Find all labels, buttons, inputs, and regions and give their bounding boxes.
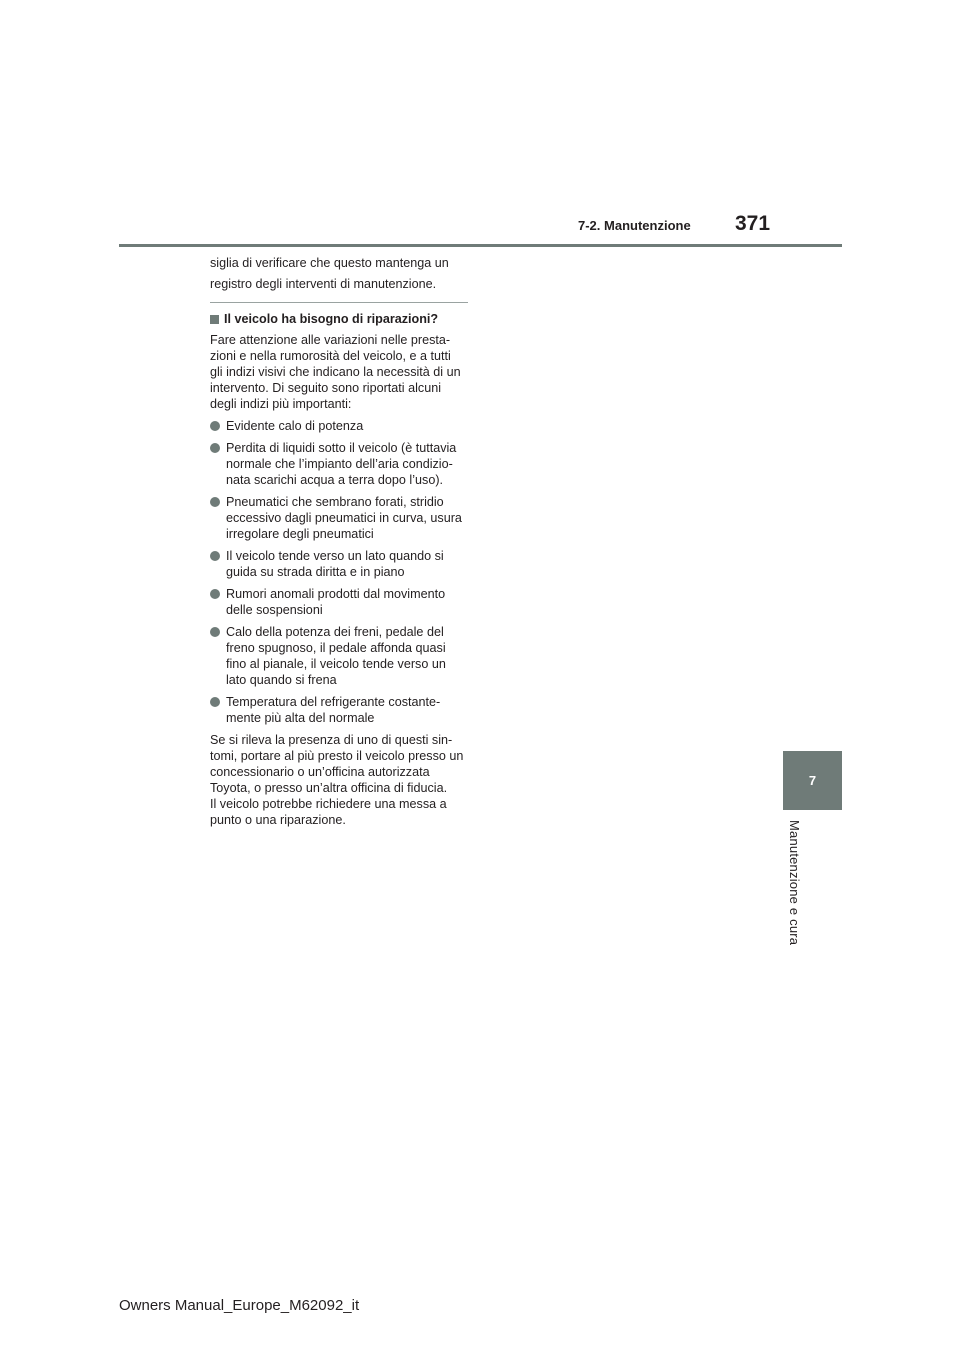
text-line: Fare attenzione alle variazioni nelle presta- [210,333,451,347]
circle-bullet-icon [210,443,220,453]
page-number: 371 [735,212,771,235]
circle-bullet-icon [210,497,220,507]
header-rule [119,244,842,247]
text-line: eccessivo dagli pneumatici in curva, usura [226,511,462,525]
text-line: nata scarichi acqua a terra dopo l’uso). [226,473,444,487]
subheading-text: Il veicolo ha bisogno di riparazioni? [224,312,439,326]
text-line: delle sospensioni [226,603,323,617]
text-line: Temperatura del refrigerante costante- [226,695,441,709]
text-line: concessionario o un’officina autorizzata [210,765,430,779]
intro-line: siglia di verificare che questo mantenga un [210,256,449,270]
text-line: mente più alta del normale [226,711,375,725]
list-item [210,694,470,726]
chapter-number: 7 [808,773,817,788]
chapter-title: Manutenzione e cura [787,820,802,946]
text-line: freno spugnoso, il pedale affonda quasi [226,641,446,655]
list-item [210,548,470,580]
circle-bullet-icon [210,551,220,561]
list-item [210,586,470,618]
text-line: Pneumatici che sembrano forati, stridio [226,495,444,509]
text-line: guida su strada diritta e in piano [226,565,405,579]
list-item [210,418,470,434]
text-line: normale che l’impianto dell’aria condizio- [226,457,453,471]
text-line: fino al pianale, il veicolo tende verso un [226,657,446,671]
footer-document-id: Owners Manual_Europe_M62092_it [119,1297,360,1314]
text-line: lato quando si frena [226,673,337,687]
circle-bullet-icon [210,697,220,707]
symptom-list [210,418,470,726]
main-content [210,255,470,828]
section-divider [210,302,468,303]
text-line: Perdita di liquidi sotto il veicolo (è tuttavia [226,441,457,455]
closing-paragraph [210,732,470,828]
circle-bullet-icon [210,421,220,431]
list-item [210,624,470,688]
text-line: Il veicolo potrebbe richiedere una messa a [210,797,447,811]
header-section-label: 7-2. Manutenzione [578,218,691,233]
text-line: Il veicolo tende verso un lato quando si [226,549,444,563]
intro-line: registro degli interventi di manutenzione. [210,277,437,291]
text-line: Calo della potenza dei freni, pedale del [226,625,444,639]
text-line: gli indizi visivi che indicano la necessità di un [210,365,461,379]
text-line: Se si rileva la presenza di uno di questi sin- [210,733,453,747]
circle-bullet-icon [210,627,220,637]
square-bullet-icon [210,315,219,324]
text-line: Rumori anomali prodotti dal movimento [226,587,446,601]
text-line: irregolare degli pneumatici [226,527,374,541]
text-line: Evidente calo di potenza [226,419,364,433]
circle-bullet-icon [210,589,220,599]
text-line: punto o una riparazione. [210,813,346,827]
list-item [210,440,470,488]
chapter-tab [783,751,842,810]
list-item [210,494,470,542]
text-line: intervento. Di seguito sono riportati alcuni [210,381,442,395]
text-line: zioni e nella rumorosità del veicolo, e a tutti [210,349,451,363]
body-paragraph [210,332,470,412]
text-line: tomi, portare al più presto il veicolo presso un [210,749,464,763]
subheading [210,311,470,327]
text-line: Toyota, o presso un’altra officina di fiducia. [210,781,448,795]
text-line: degli indizi più importanti: [210,397,352,411]
